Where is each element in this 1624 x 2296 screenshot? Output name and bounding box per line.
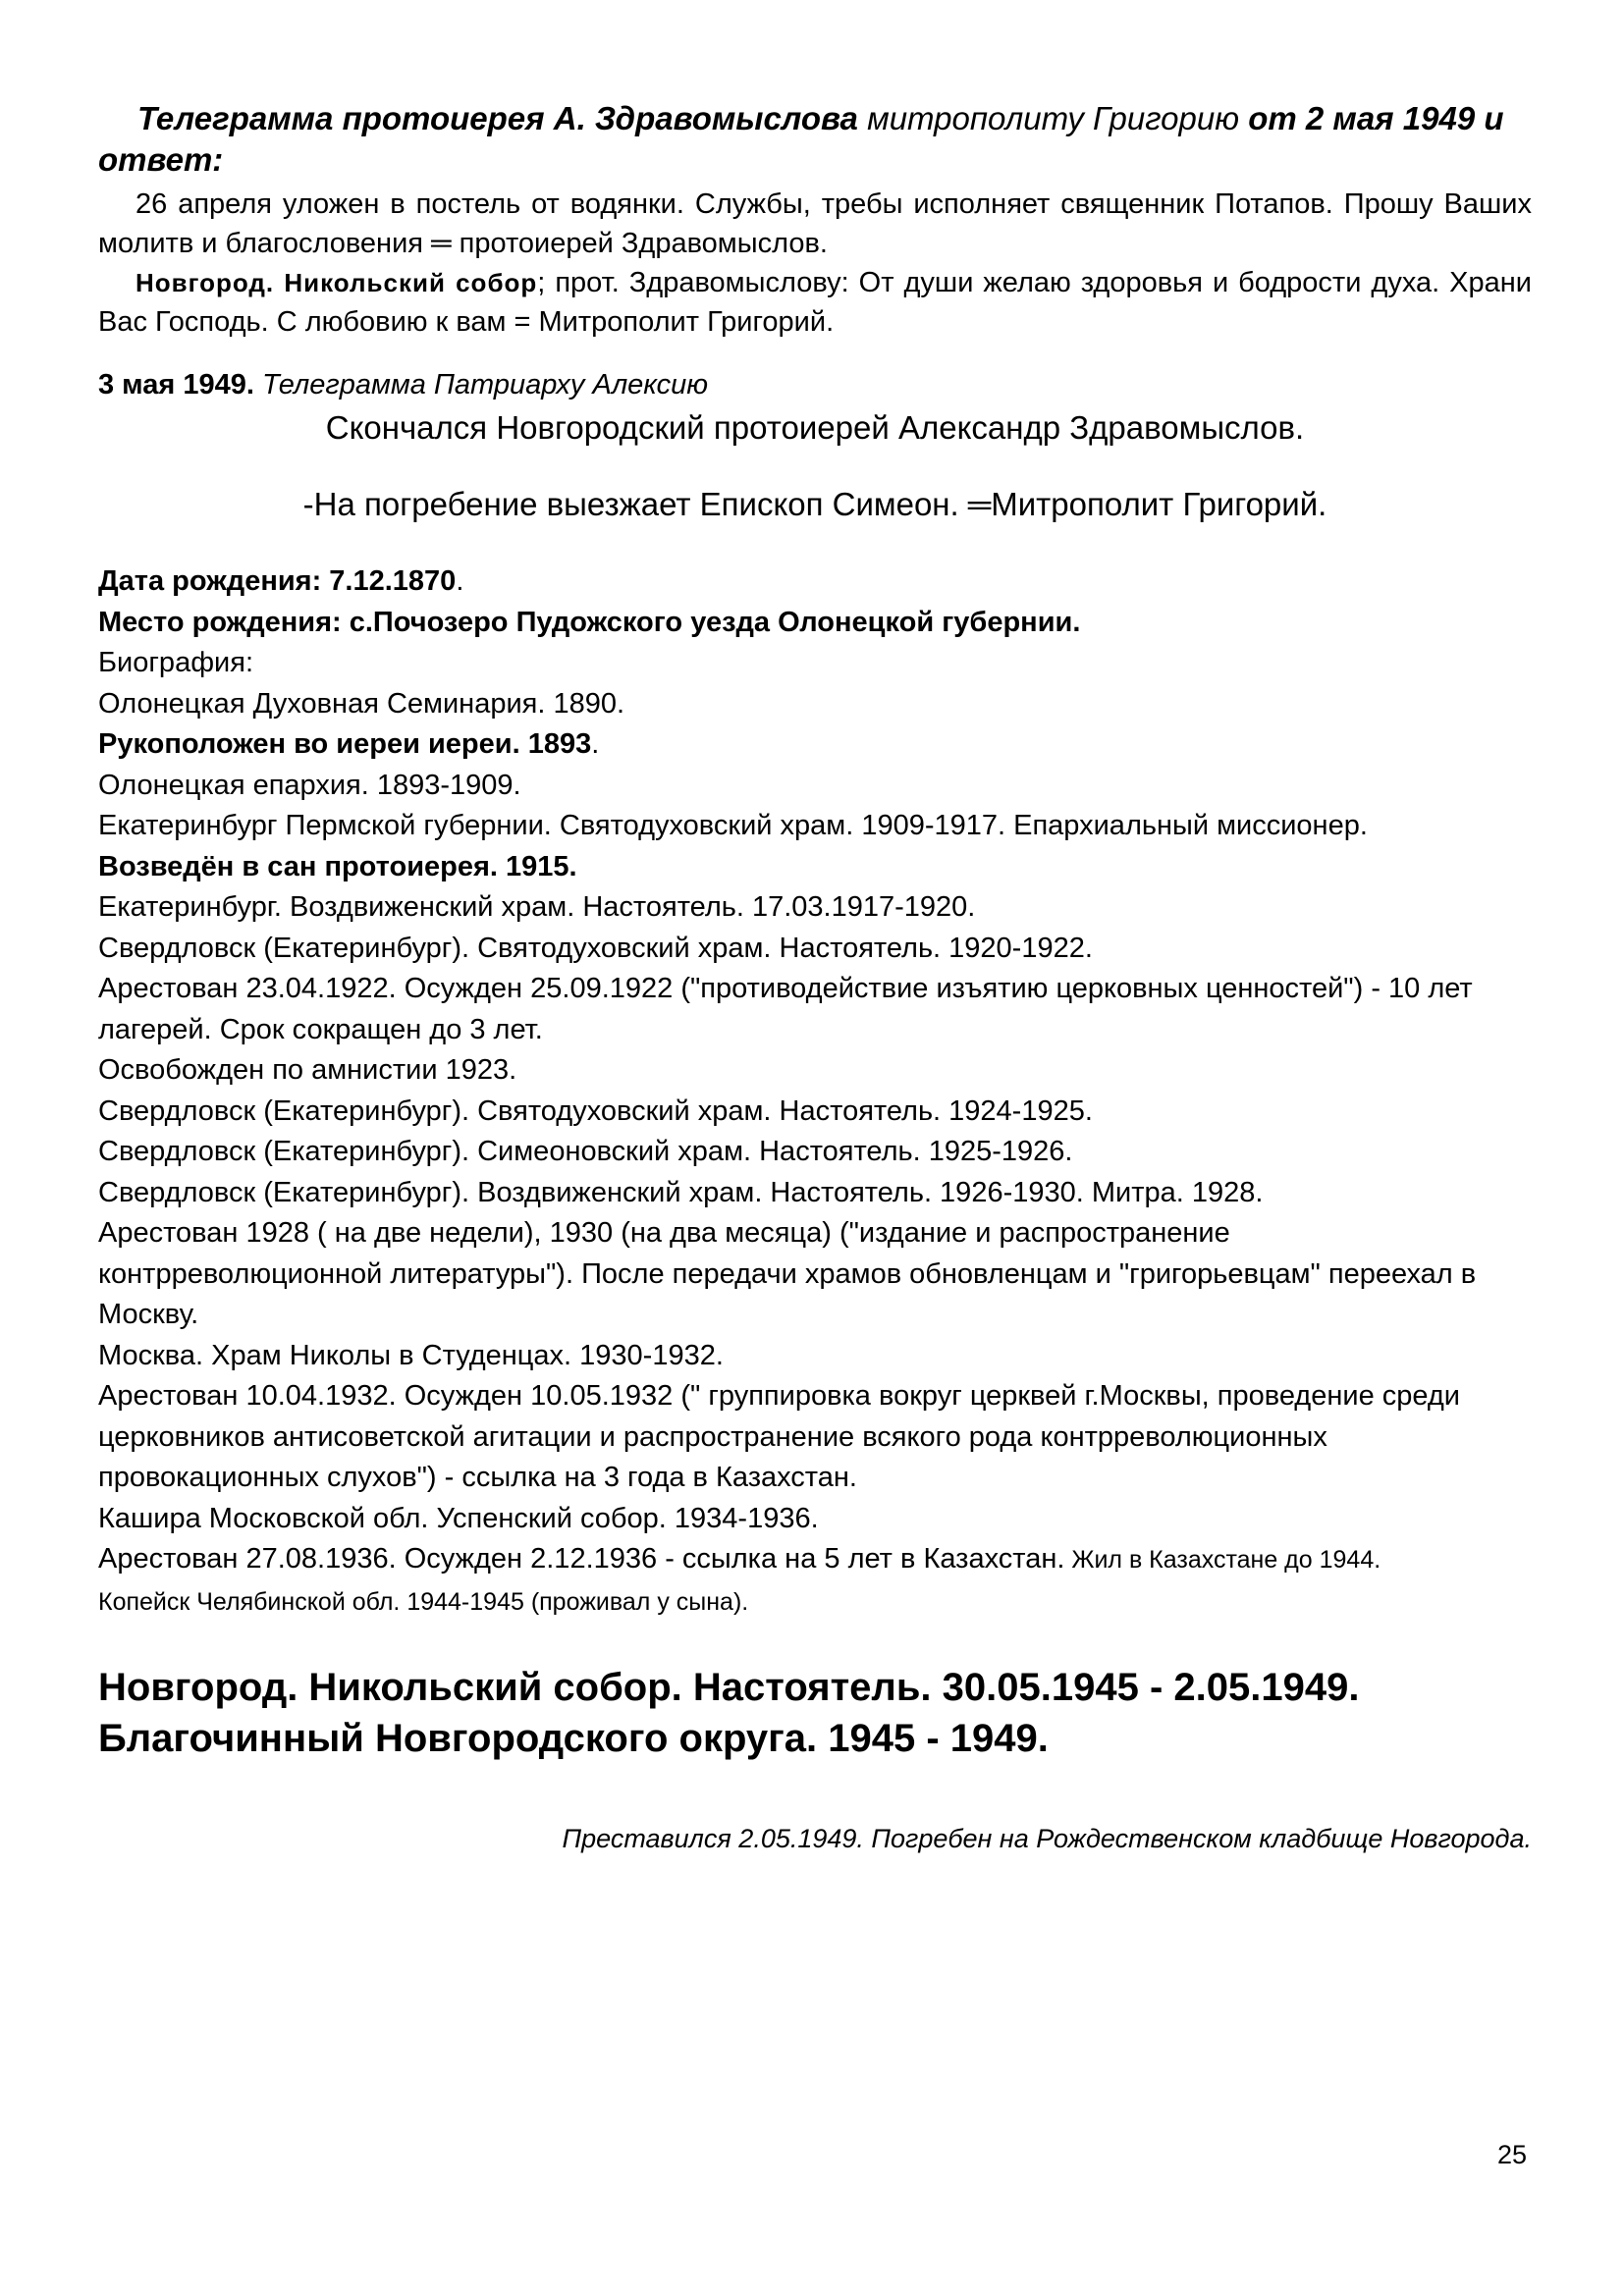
telegram1-heading (98, 98, 1532, 181)
arrest-1936-text: Арестован 27.08.1936. Осужден 2.12.1936 - ссылка на 5 лет в Казахстан. (98, 1543, 1065, 1575)
bio-line-text: Свердловск (Екатеринбург). Святодуховский храм. Настоятель. 1924-1925. (98, 1095, 1093, 1127)
bio-line-text: церковников антисоветской агитации и распространение всякого рода контрреволюционных (98, 1420, 1327, 1453)
telegram1-text: 26 апреля уложен в постель от водянки. Службы, требы исполняет священник Потапов. Прошу Ваших молитв и благословения ═ протоиерей Здравомыслов. (98, 188, 1532, 259)
birth-date (98, 561, 1532, 603)
page-number: 25 (1497, 2140, 1528, 2169)
bio-line-text: Олонецкая Духовная Семинария. 1890. (98, 687, 625, 720)
bio-line-text: Кашира Московской обл. Успенский собор. 1934-1936. (98, 1502, 819, 1534)
bio-line (98, 929, 1532, 970)
bio-line (98, 684, 1532, 725)
biography (98, 561, 1532, 1623)
bio-line (98, 1499, 1532, 1540)
bio-line (98, 1173, 1532, 1214)
bio-line (98, 1458, 1532, 1499)
bio-line (98, 1376, 1532, 1417)
bio-line (98, 1092, 1532, 1133)
bio-line (98, 724, 1532, 766)
bio-line-text: Свердловск (Екатеринбург). Воздвиженский храм. Настоятель. 1926-1930. Митра. 1928. (98, 1176, 1264, 1208)
bio-line-text: лагерей. Срок сокращен до 3 лет. (98, 1013, 543, 1045)
kopeysk-line (98, 1581, 1532, 1624)
telegram2-date: 3 мая 1949. (98, 369, 254, 400)
bio-line-text: Свердловск (Екатеринбург). Симеоновский храм. Настоятель. 1925-1926. (98, 1136, 1073, 1167)
bio-line-text: Освобожден по амнистии 1923. (98, 1054, 517, 1086)
kopeysk-text: Копейск Челябинской обл. 1944-1945 (проживал у сына). (98, 1587, 749, 1616)
telegram1-title-bold: Телеграмма протоиерея А. Здравомыслова (137, 100, 858, 136)
telegram1-title-date: от 2 мая 1949 и ответ: (98, 100, 1504, 178)
bio-line-text: Арестован 1928 ( на две недели), 1930 (на два месяца) ("издание и распространение (98, 1217, 1230, 1249)
telegram2-title: Телеграмма Патриарху Алексию (253, 369, 709, 400)
bio-line-text: Москву. (98, 1299, 199, 1330)
bio-line (98, 1255, 1532, 1296)
bio-line (98, 806, 1532, 847)
bio-line (98, 847, 1532, 888)
arrest-1936-small: Жил в Казахстане до 1944. (1064, 1546, 1381, 1574)
bio-line-end: . (591, 728, 600, 760)
bio-line-text: Екатеринбург. Воздвиженский храм. Настоятель. 17.03.1917-1920. (98, 891, 976, 923)
bio-line (98, 1213, 1532, 1255)
telegram2-heading (98, 365, 1532, 404)
reply-address: Новгород. Никольский собор (135, 268, 538, 297)
document-page (98, 98, 1532, 1856)
highlight-line1: Новгород. Никольский собор. Настоятель. 30.05.1945 - 2.05.1949. (98, 1666, 1360, 1709)
bio-line (98, 766, 1532, 807)
bio-line (98, 969, 1532, 1010)
bio-line (98, 1295, 1532, 1336)
highlight-line2: Благочинный Новгородского округа. 1945 - 1949. (98, 1717, 1049, 1760)
bio-line (98, 887, 1532, 929)
bio-line (98, 643, 1532, 684)
bio-line (98, 1050, 1532, 1092)
reply-text: ; прот. Здравомыслову: От души желаю здоровья и бодрости духа. Храни Вас Господь. С любовию к вам = Митрополит Григорий. (98, 267, 1532, 338)
bio-line-text: Екатеринбург Пермской губернии. Святодуховский храм. 1909-1917. Епархиальный миссионер. (98, 810, 1368, 841)
bio-line-text: Биография: (98, 647, 254, 678)
bio-line-text: Свердловск (Екатеринбург). Святодуховский храм. Настоятель. 1920-1922. (98, 932, 1093, 964)
bio-lines (98, 643, 1532, 1539)
birth-date-end: . (456, 565, 464, 597)
bio-line-text: Рукоположен во иереи иереи. 1893 (98, 728, 592, 760)
footnote: Преставился 2.05.1949. Погребен на Рождественском кладбище Новгорода. (562, 1824, 1532, 1853)
telegram1-reply (98, 263, 1532, 342)
bio-line-text: Возведён в сан протоиерея. 1915. (98, 850, 577, 882)
birth-date-text: Дата рождения: 7.12.1870 (98, 565, 457, 597)
bio-line-text: Арестован 10.04.1932. Осужден 10.05.1932 (" группировка вокруг церквей г.Москвы, проведение среди (98, 1380, 1461, 1412)
bio-line-text: провокационных слухов") - ссылка на 3 года в Казахстан. (98, 1462, 857, 1493)
bio-line-text: Москва. Храм Николы в Студенцах. 1930-1932. (98, 1339, 724, 1371)
bio-line (98, 1132, 1532, 1173)
bio-line (98, 1336, 1532, 1377)
telegram2-line1: Скончался Новгородский протоиерей Александр Здравомыслов. (325, 409, 1305, 446)
bio-line (98, 1010, 1532, 1051)
bio-line (98, 1417, 1532, 1459)
bio-line-text: контрреволюционной литературы"). После передачи храмов обновленцам и "григорьевцам" переехал в (98, 1257, 1477, 1290)
birth-place: Место рождения: с.Почозеро Пудожского уезда Олонецкой губернии. (98, 606, 1081, 638)
bio-line-text: Олонецкая епархия. 1893-1909. (98, 769, 521, 801)
arrest-1936 (98, 1539, 1532, 1581)
bio-line-text: Арестован 23.04.1922. Осужден 25.09.1922 ("противодействие изъятию церковных ценностей") - 10 лет (98, 973, 1473, 1004)
telegram2-line2: -На погребение выезжает Епископ Симеон. ═Митрополит Григорий. (302, 486, 1327, 522)
telegram1-title-italic: митрополиту Григорию (857, 100, 1249, 136)
